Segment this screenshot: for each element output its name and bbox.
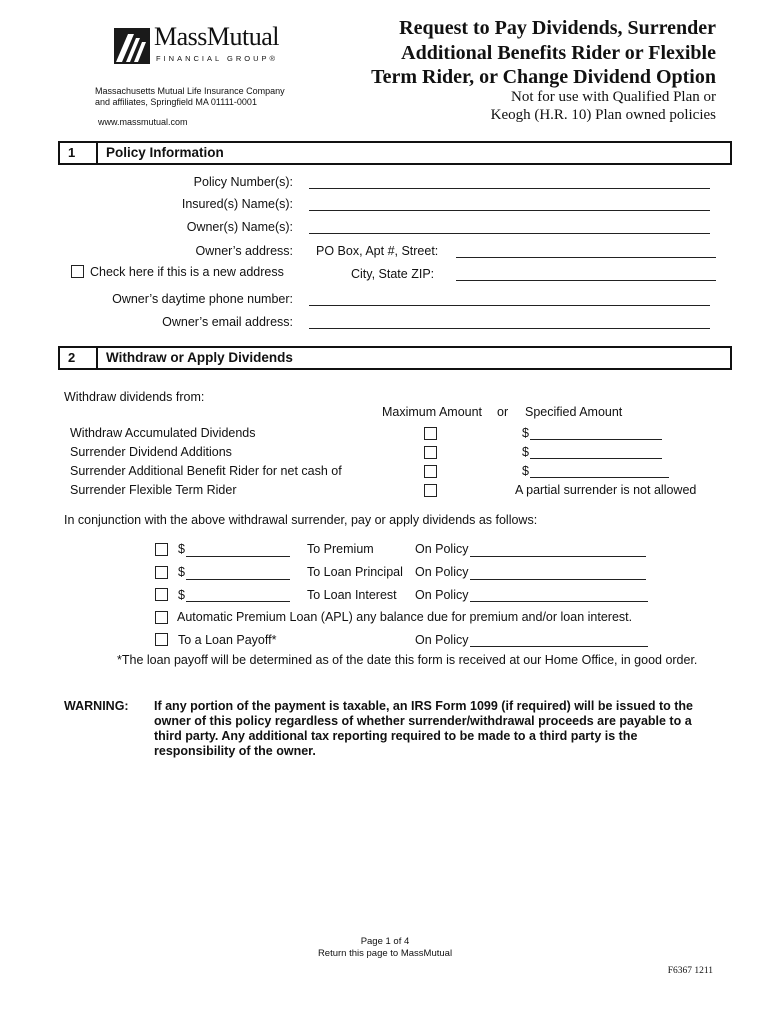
- to-loan-interest-policy-field[interactable]: [470, 601, 648, 602]
- phone-field[interactable]: [309, 305, 710, 306]
- to-loan-principal-amount-field[interactable]: [186, 579, 290, 580]
- surrender-ftr-checkbox[interactable]: [424, 484, 437, 497]
- section-2-title: Withdraw or Apply Dividends: [106, 350, 293, 365]
- logo-name: MassMutual: [154, 22, 279, 51]
- loan-payoff-policy-field[interactable]: [470, 646, 648, 647]
- on-policy-label: On Policy: [415, 565, 469, 579]
- withdraw-row-label: Withdraw Accumulated Dividends: [70, 426, 256, 440]
- withdraw-row-label: Surrender Flexible Term Rider: [70, 483, 237, 497]
- form-title-line1: Request to Pay Dividends, Surrender: [399, 17, 716, 39]
- section-1-title: Policy Information: [106, 145, 224, 160]
- page-number: Page 1 of 4: [360, 936, 410, 947]
- phone-label: Owner’s daytime phone number:: [112, 292, 293, 306]
- withdraw-row-label: Surrender Additional Benefit Rider for net cash of: [70, 464, 342, 478]
- form-code: F6367 1211: [667, 966, 713, 976]
- section-2-number: 2: [60, 348, 98, 368]
- policy-numbers-field[interactable]: [309, 188, 710, 189]
- owner-names-label: Owner(s) Name(s):: [186, 220, 293, 234]
- email-label: Owner’s email address:: [162, 315, 293, 329]
- email-field[interactable]: [309, 328, 710, 329]
- on-policy-label: On Policy: [415, 542, 469, 556]
- po-box-field[interactable]: [456, 257, 716, 258]
- to-loan-principal-label: To Loan Principal: [307, 565, 403, 579]
- to-loan-principal-dollar: $: [178, 565, 185, 579]
- form-title-line3: Term Rider, or Change Dividend Option: [371, 66, 716, 88]
- warning-line3: third party. Any additional tax reporting required to be made to a third party is the: [154, 729, 638, 743]
- company-address: and affiliates, Springfield MA 01111-0001: [95, 97, 257, 107]
- on-policy-label: On Policy: [415, 633, 469, 647]
- surrender-dividend-additions-amount-field[interactable]: [530, 458, 662, 459]
- warning-line2: owner of this policy regardless of whether surrender/withdrawal proceeds are payable to a: [154, 714, 692, 728]
- owner-address-label: Owner’s address:: [195, 244, 293, 258]
- po-box-label: PO Box, Apt #, Street:: [316, 244, 439, 258]
- new-address-label: Check here if this is a new address: [90, 265, 284, 279]
- to-loan-principal-checkbox[interactable]: [155, 566, 168, 579]
- specified-amount-header: Specified Amount: [525, 405, 623, 419]
- or-header: or: [497, 405, 509, 419]
- insured-names-label: Insured(s) Name(s):: [181, 197, 293, 211]
- logo-subtitle: FINANCIAL GROUP®: [156, 54, 279, 63]
- withdraw-from-label: Withdraw dividends from:: [64, 390, 205, 404]
- surrender-dividend-additions-dollar: $: [522, 445, 529, 459]
- section-1-number: 1: [60, 143, 98, 163]
- apl-checkbox[interactable]: [155, 611, 168, 624]
- apl-label: Automatic Premium Loan (APL) any balance due for premium and/or loan interest.: [177, 610, 633, 624]
- on-policy-label: On Policy: [415, 588, 469, 602]
- surrender-dividend-additions-checkbox[interactable]: [424, 446, 437, 459]
- surrender-abr-amount-field[interactable]: [530, 477, 669, 478]
- form-title-line2: Additional Benefits Rider or Flexible: [401, 42, 716, 64]
- warning-label: WARNING:: [64, 699, 129, 713]
- insured-names-field[interactable]: [309, 210, 710, 211]
- warning-line4: responsibility of the owner.: [154, 744, 316, 758]
- section-1-header: [58, 141, 732, 165]
- max-amount-header: Maximum Amount: [382, 405, 483, 419]
- logo-mark-icon: [114, 28, 150, 64]
- new-address-checkbox[interactable]: [71, 265, 84, 278]
- form-note-line1: Not for use with Qualified Plan or: [511, 89, 716, 105]
- loan-payoff-checkbox[interactable]: [155, 633, 168, 646]
- policy-numbers-label: Policy Number(s):: [193, 175, 293, 189]
- to-premium-dollar: $: [178, 542, 185, 556]
- company-website[interactable]: www.massmutual.com: [98, 117, 188, 127]
- to-premium-policy-field[interactable]: [470, 556, 646, 557]
- to-loan-interest-checkbox[interactable]: [155, 588, 168, 601]
- to-premium-amount-field[interactable]: [186, 556, 290, 557]
- withdraw-row-label: Surrender Dividend Additions: [70, 445, 232, 459]
- to-premium-checkbox[interactable]: [155, 543, 168, 556]
- city-state-zip-field[interactable]: [456, 280, 716, 281]
- surrender-abr-checkbox[interactable]: [424, 465, 437, 478]
- company-name: Massachusetts Mutual Life Insurance Company: [95, 86, 285, 96]
- city-state-zip-label: City, State ZIP:: [351, 267, 435, 281]
- owner-names-field[interactable]: [309, 233, 710, 234]
- to-loan-interest-amount-field[interactable]: [186, 601, 290, 602]
- return-instruction: Return this page to MassMutual: [317, 948, 453, 959]
- withdraw-accumulated-dollar: $: [522, 426, 529, 440]
- partial-surrender-note: A partial surrender is not allowed: [515, 483, 697, 497]
- to-loan-interest-label: To Loan Interest: [307, 588, 397, 602]
- section-2-header: [58, 346, 732, 370]
- to-loan-interest-dollar: $: [178, 588, 185, 602]
- warning-line1: If any portion of the payment is taxable, an IRS Form 1099 (if required) will be issued to the: [154, 699, 693, 713]
- form-note-line2: Keogh (H.R. 10) Plan owned policies: [490, 107, 716, 123]
- to-loan-principal-policy-field[interactable]: [470, 579, 646, 580]
- withdraw-accumulated-amount-field[interactable]: [530, 439, 662, 440]
- massmutual-logo: [114, 22, 294, 68]
- loan-payoff-label: To a Loan Payoff*: [178, 633, 277, 647]
- withdraw-accumulated-checkbox[interactable]: [424, 427, 437, 440]
- surrender-abr-dollar: $: [522, 464, 529, 478]
- loan-payoff-footnote: *The loan payoff will be determined as of the date this form is received at our Home Office, in good order.: [117, 653, 698, 667]
- conjunction-text: In conjunction with the above withdrawal surrender, pay or apply dividends as follows:: [64, 513, 538, 527]
- to-premium-label: To Premium: [307, 542, 374, 556]
